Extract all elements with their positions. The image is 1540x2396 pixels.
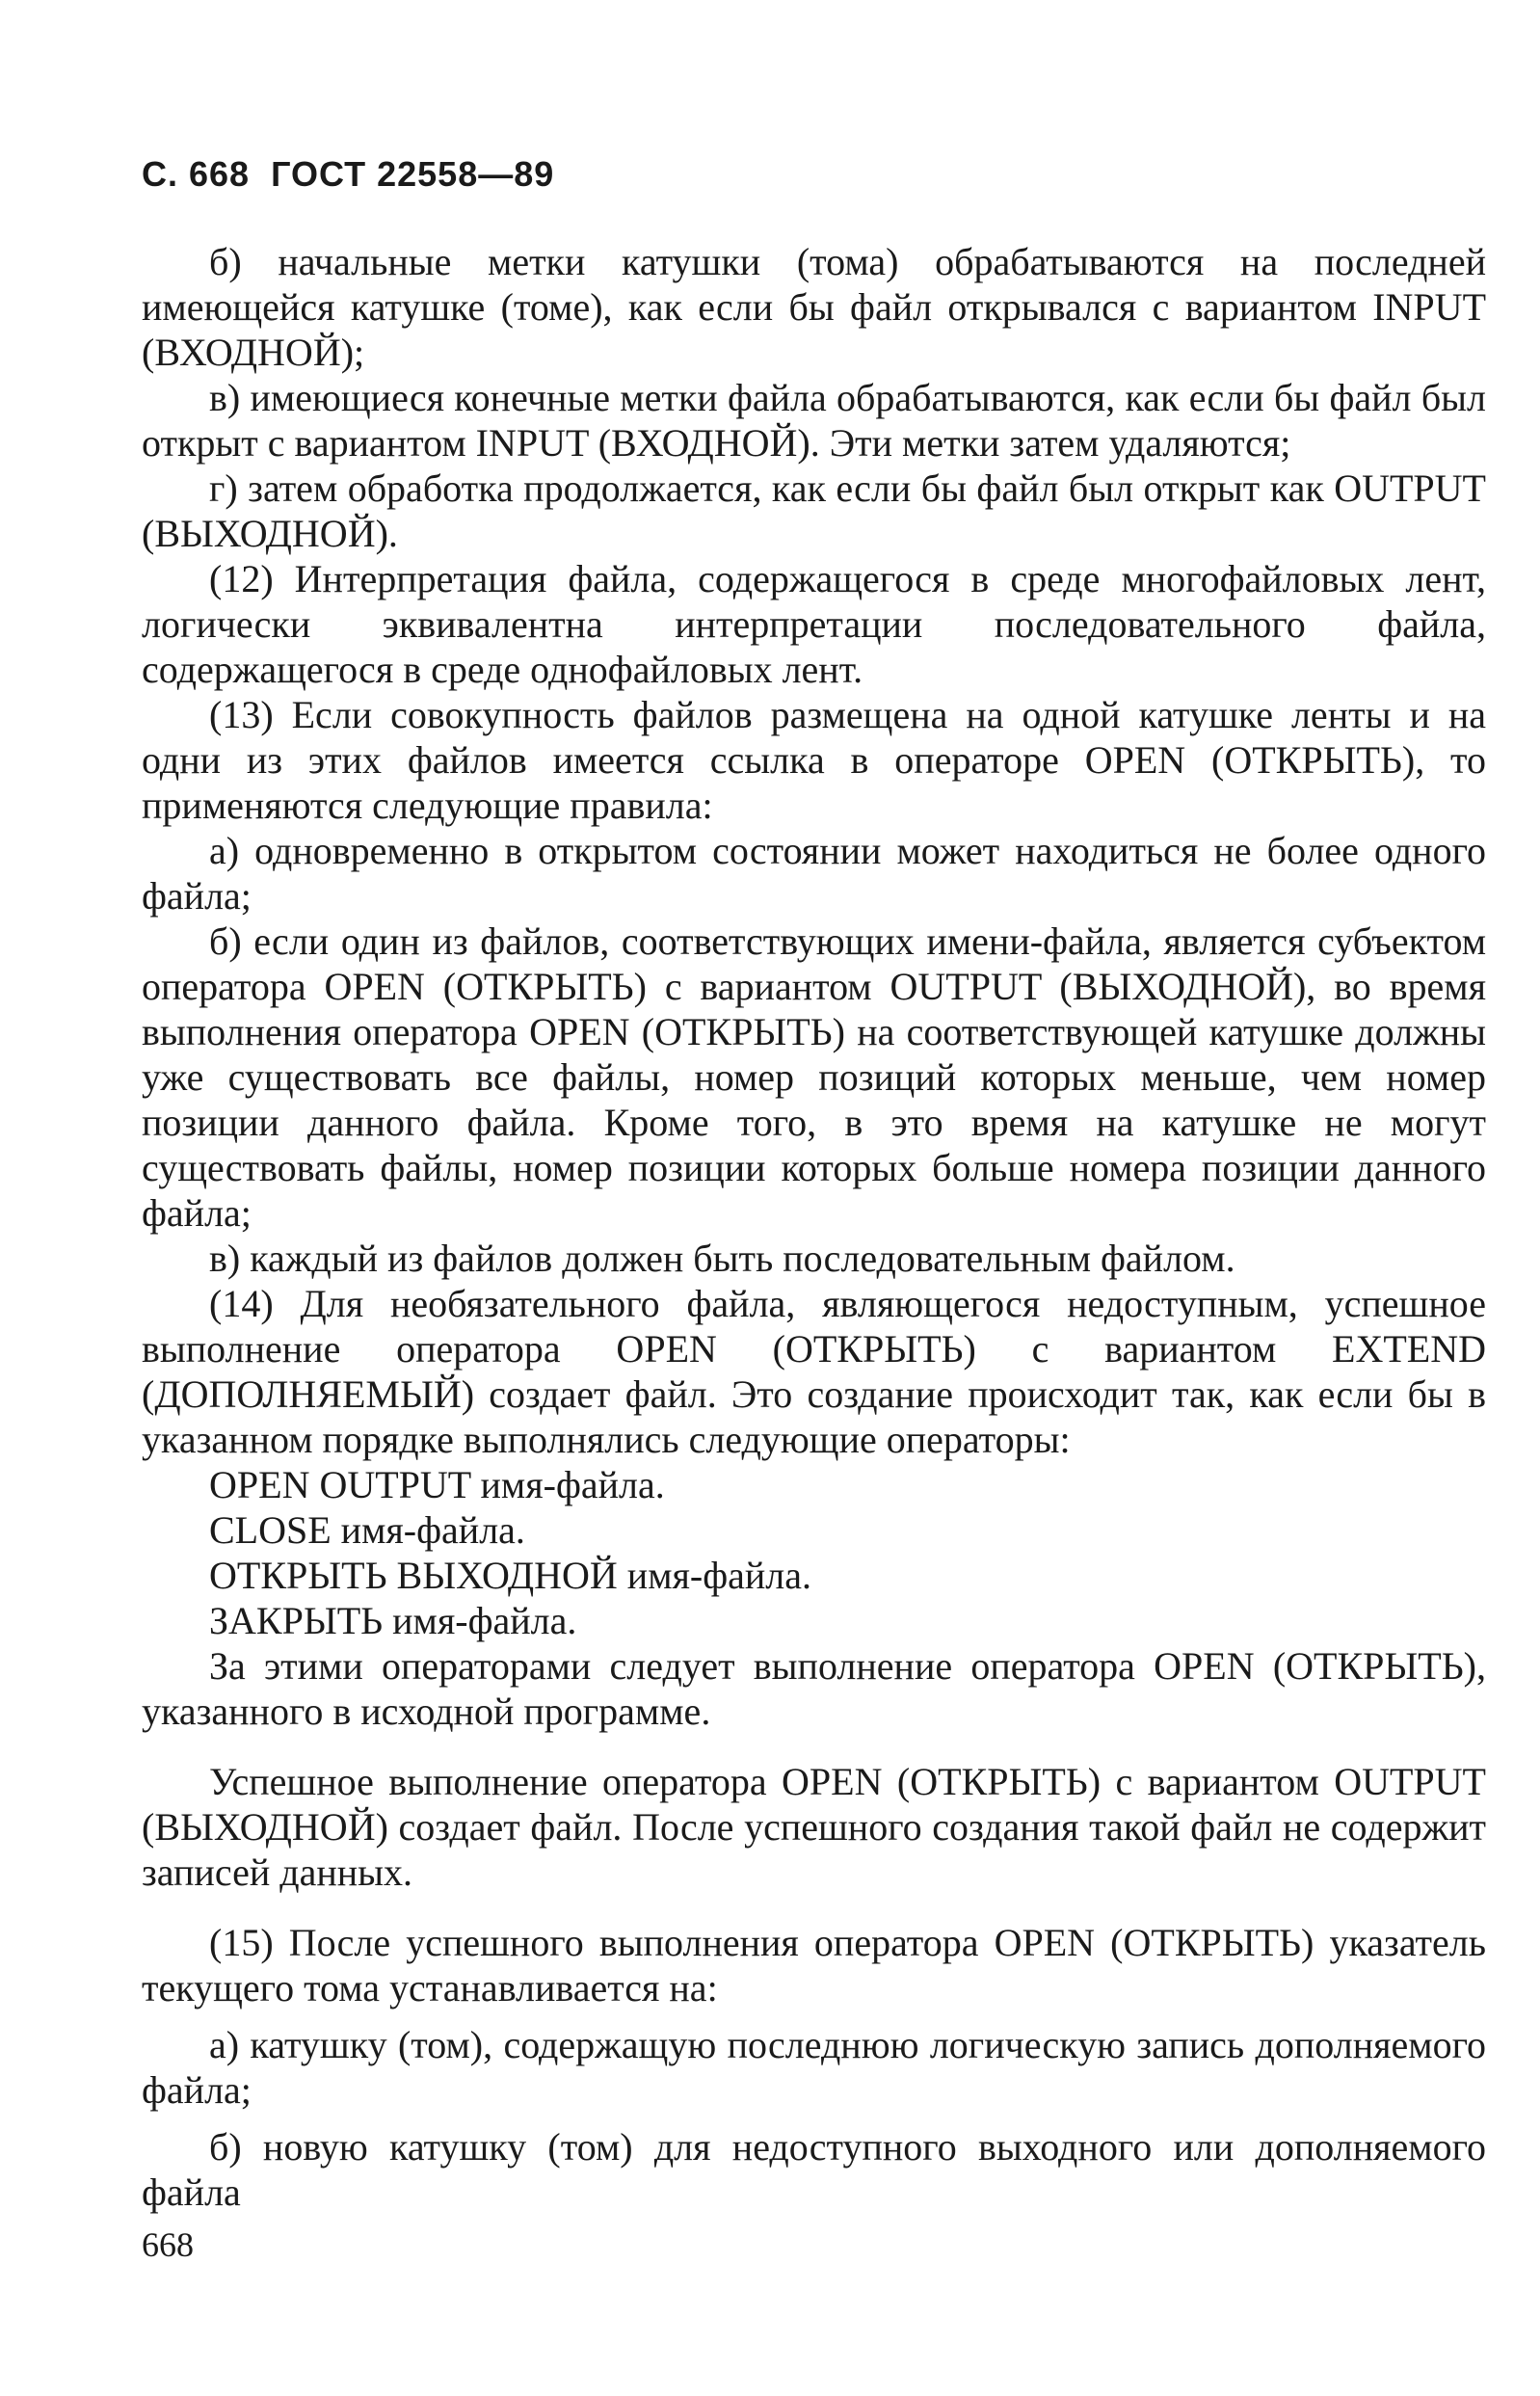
paragraph-13-b: б) если один из файлов, соответствующих имени-файла, является субъектом оператора OPEN (ОТКРЫТЬ) с вариантом OUTPUT (ВЫХОДНОЙ), во время выполнения оператора OPEN (ОТКРЫТЬ) на соответствующей катушке должны уже существовать все файлы, номер позиций которых меньше, чем номер позиции данного файла. Кроме того, в это время на катушке не могут существовать файлы, номер позиции которых больше номера позиции данного файла; <box>142 919 1486 1235</box>
code-line: ОТКРЫТЬ ВЫХОДНОЙ имя-файла. <box>209 1554 812 1597</box>
code-line: OPEN OUTPUT имя-файла. <box>209 1463 665 1506</box>
paragraph-v-end-labels: в) имеющиеся конечные метки файла обрабатываются, как если бы файл был открыт с вариантом INPUT (ВХОДНОЙ). Эти метки затем удаляются; <box>142 376 1486 465</box>
paragraph-15-a: а) катушку (том), содержащую последнюю логическую запись дополняемого файла; <box>142 2023 1486 2112</box>
document-body <box>142 239 1486 2215</box>
page-number: 668 <box>142 2225 194 2264</box>
code-line: ЗАКРЫТЬ имя-файла. <box>209 1599 577 1642</box>
paragraph-success-output: Успешное выполнение оператора OPEN (ОТКРЫТЬ) с вариантом OUTPUT (ВЫХОДНОЙ) создает файл. После успешного создания такой файл не содержит записей данных. <box>142 1760 1486 1894</box>
paragraph-g-processing: г) затем обработка продолжается, как если бы файл был открыт как OUTPUT (ВЫХОДНОЙ). <box>142 466 1486 555</box>
paragraph-after-code: За этими операторами следует выполнение оператора OPEN (ОТКРЫТЬ), указанного в исходной программе. <box>142 1644 1486 1733</box>
page-reference: С. 668 <box>142 154 251 194</box>
paragraph-15: (15) После успешного выполнения оператора OPEN (ОТКРЫТЬ) указатель текущего тома устанавливается на: <box>142 1921 1486 2010</box>
standard-designation: ГОСТ 22558—89 <box>271 154 555 194</box>
code-line: CLOSE имя-файла. <box>209 1508 525 1552</box>
paragraph-13: (13) Если совокупность файлов размещена на одной катушке ленты и на одни из этих файлов имеется ссылка в операторе OPEN (ОТКРЫТЬ), то применяются следующие правила: <box>142 693 1486 827</box>
paragraph-12: (12) Интерпретация файла, содержащегося в среде многофайловых лент, логически эквивалентна интерпретации последовательного файла, содержащегося в среде однофайловых лент. <box>142 557 1486 691</box>
paragraph-15-b: б) новую катушку (том) для недоступного выходного или дополняемого файла <box>142 2125 1486 2214</box>
page-header <box>142 154 554 195</box>
paragraph-13-a: а) одновременно в открытом состоянии может находиться не более одного файла; <box>142 829 1486 918</box>
paragraph-b-initial-labels: б) начальные метки катушки (тома) обрабатываются на последней имеющейся катушке (томе), как если бы файл открывался с вариантом INPUT (ВХОДНОЙ); <box>142 240 1486 374</box>
paragraph-13-v: в) каждый из файлов должен быть последовательным файлом. <box>209 1237 1235 1280</box>
paragraph-14: (14) Для необязательного файла, являющегося недоступным, успешное выполнение оператора OPEN (ОТКРЫТЬ) с вариантом EXTEND (ДОПОЛНЯЕМЫЙ) создает файл. Это создание происходит так, как если бы в указанном порядке выполнялись следующие операторы: <box>142 1282 1486 1461</box>
